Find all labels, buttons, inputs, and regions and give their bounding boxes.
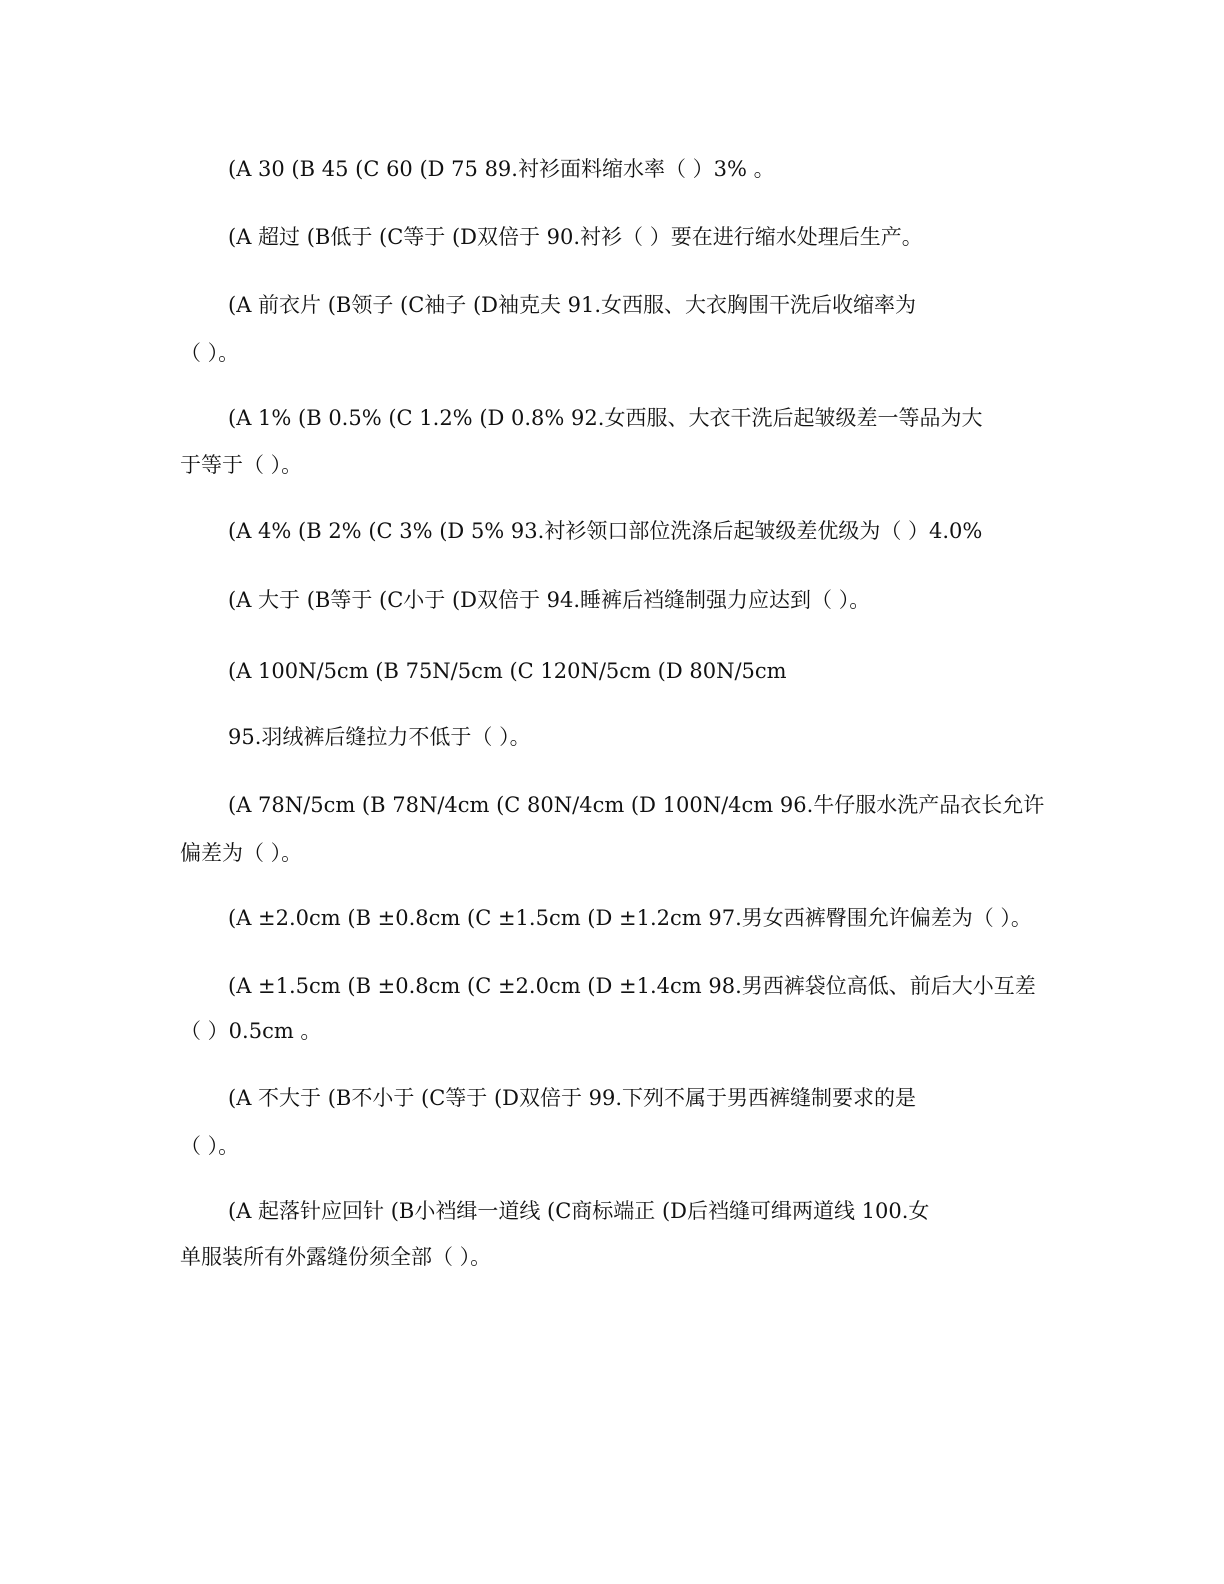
text-line-q98-cont: （ ）0.5cm 。 xyxy=(180,1019,322,1043)
text-line-q100: (A 起落针应回针 (B小裆缉一道线 (C商标端正 (D后裆缝可缉两道线 100.女 xyxy=(228,1199,930,1223)
text-line-q90: (A 超过 (B低于 (C等于 (D双倍于 90.衬衫（ ）要在进行缩水处理后生产。 xyxy=(228,225,923,249)
text-line-q100-cont: 单服装所有外露缝份须全部（ ）。 xyxy=(180,1245,492,1269)
text-line-q92: (A 1% (B 0.5% (C 1.2% (D 0.8% 92.女西服、大衣干洗后起皱级差一等品为大 xyxy=(228,406,983,430)
text-line-q97: (A ±2.0cm (B ±0.8cm (C ±1.5cm (D ±1.2cm 97.男女西裤臀围允许偏差为（ ）。 xyxy=(228,906,1032,930)
text-line-q99: (A 不大于 (B不小于 (C等于 (D双倍于 99.下列不属于男西裤缝制要求的是 xyxy=(228,1086,917,1110)
text-line-q92-cont: 于等于（ ）。 xyxy=(180,453,303,477)
text-line-q89-options: (A 30 (B 45 (C 60 (D 75 89.衬衫面料缩水率（ ）3% 。 xyxy=(228,157,775,181)
text-line-q91-cont: （ ）。 xyxy=(180,341,240,365)
text-line-q99-cont: （ ）。 xyxy=(180,1134,240,1158)
text-line-q98: (A ±1.5cm (B ±0.8cm (C ±2.0cm (D ±1.4cm 98.男西裤袋位高低、前后大小互差 xyxy=(228,974,1036,998)
text-line-q96: (A 78N/5cm (B 78N/4cm (C 80N/4cm (D 100N/4cm 96.牛仔服水洗产品衣长允许 xyxy=(228,793,1045,817)
text-line-q94-options: (A 100N/5cm (B 75N/5cm (C 120N/5cm (D 80N/5cm xyxy=(228,659,787,683)
text-line-q94: (A 大于 (B等于 (C小于 (D双倍于 94.睡裤后裆缝制强力应达到（ ）。 xyxy=(228,588,871,612)
text-line-q93: (A 4% (B 2% (C 3% (D 5% 93.衬衫领口部位洗涤后起皱级差优级为（ ）4.0% xyxy=(228,519,983,543)
text-line-q95: 95.羽绒裤后缝拉力不低于（ ）。 xyxy=(228,725,531,749)
text-line-q96-cont: 偏差为（ ）。 xyxy=(180,841,303,865)
text-line-q91: (A 前衣片 (B领子 (C袖子 (D袖克夫 91.女西服、大衣胸围干洗后收缩率为 xyxy=(228,293,917,317)
